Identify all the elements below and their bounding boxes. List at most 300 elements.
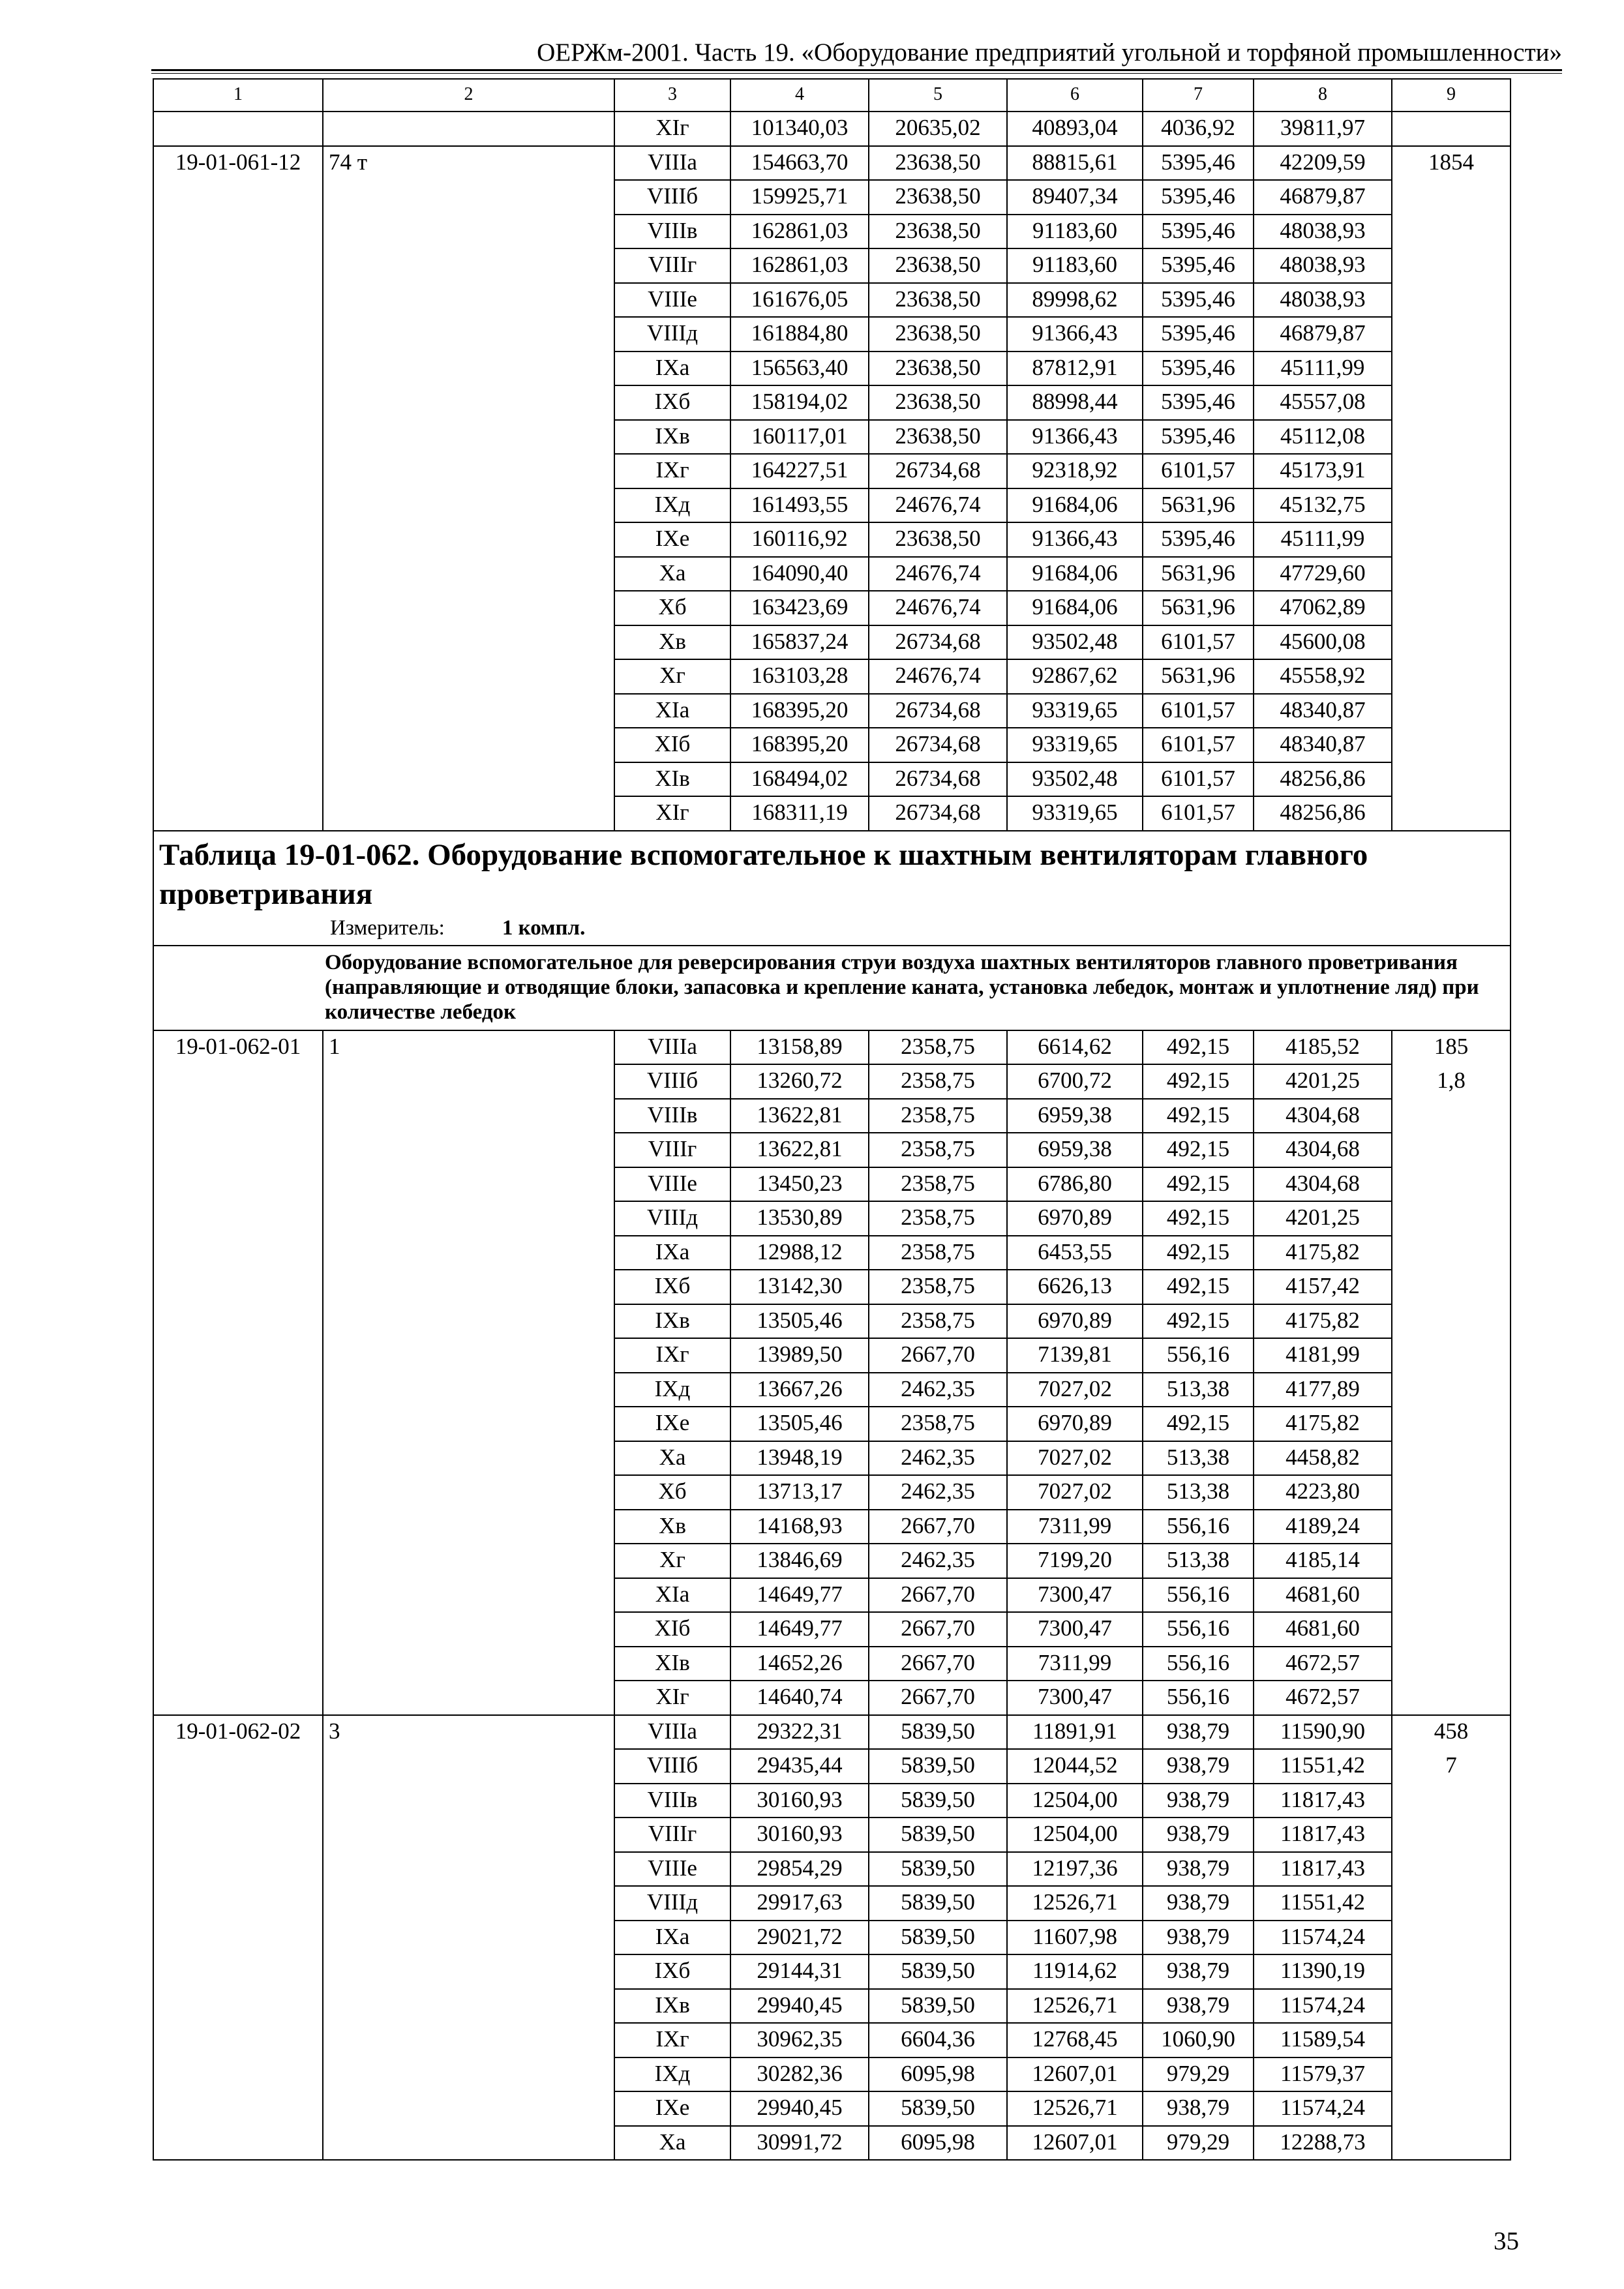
zone-cell: XIг (614, 112, 730, 146)
value-cell (1392, 488, 1511, 523)
value-cell: 5839,50 (869, 1715, 1007, 1750)
zone-cell: Xа (614, 557, 730, 591)
column-number: 9 (1392, 79, 1511, 112)
value-cell: 458 (1392, 1715, 1511, 1750)
value-cell (1392, 625, 1511, 660)
code-cell (153, 2023, 323, 2057)
code-cell (153, 1544, 323, 1578)
value-cell: 29940,45 (730, 2091, 869, 2126)
value-cell: 938,79 (1143, 1886, 1254, 1921)
value-cell: 91684,06 (1007, 557, 1143, 591)
value-cell: 101340,03 (730, 112, 869, 146)
value-cell: 46879,87 (1254, 317, 1392, 352)
name-cell (323, 728, 614, 762)
table-row (153, 1201, 1511, 1236)
code-cell (153, 762, 323, 797)
value-cell: 163423,69 (730, 591, 869, 625)
value-cell: 26734,68 (869, 796, 1007, 831)
value-cell: 91366,43 (1007, 420, 1143, 455)
zone-cell: XIа (614, 694, 730, 728)
code-cell (153, 591, 323, 625)
name-cell (323, 1373, 614, 1407)
value-cell: 13667,26 (730, 1373, 869, 1407)
code-cell (153, 1852, 323, 1887)
value-cell: 12288,73 (1254, 2126, 1392, 2161)
value-cell: 5395,46 (1143, 283, 1254, 318)
value-cell: 45111,99 (1254, 352, 1392, 386)
code-cell (153, 2091, 323, 2126)
value-cell: 938,79 (1143, 1784, 1254, 1818)
value-cell: 29435,44 (730, 1749, 869, 1784)
value-cell: 11590,90 (1254, 1715, 1392, 1750)
zone-cell: VIIIа (614, 1715, 730, 1750)
value-cell: 26734,68 (869, 728, 1007, 762)
zone-cell: IXг (614, 2023, 730, 2057)
value-cell: 4672,57 (1254, 1681, 1392, 1715)
value-cell: 164227,51 (730, 454, 869, 488)
value-cell: 7139,81 (1007, 1338, 1143, 1373)
zone-cell: IXа (614, 352, 730, 386)
description-text: Оборудование вспомогательное для реверсирования струи воздуха шахтных вентиляторов главного проветривания (направляющие и отводящие блоки, запасовка и крепление каната, установка лебедок, монтаж и уплотнение ляд) при количестве лебедок (153, 946, 1511, 1030)
value-cell: 2667,70 (869, 1681, 1007, 1715)
value-cell (1392, 728, 1511, 762)
table-section-061 (153, 79, 1511, 831)
value-cell: 45132,75 (1254, 488, 1392, 523)
code-cell (153, 1407, 323, 1441)
name-cell (323, 283, 614, 318)
zone-cell: VIIIб (614, 180, 730, 215)
zone-cell: IXг (614, 454, 730, 488)
column-number-row (153, 79, 1511, 112)
value-cell: 30160,93 (730, 1818, 869, 1852)
value-cell: 4181,99 (1254, 1338, 1392, 1373)
name-cell (323, 1270, 614, 1304)
value-cell: 4681,60 (1254, 1578, 1392, 1613)
name-cell (323, 762, 614, 797)
value-cell: 2358,75 (869, 1030, 1007, 1065)
value-cell: 6970,89 (1007, 1304, 1143, 1339)
value-cell: 30282,36 (730, 2057, 869, 2092)
value-cell: 5839,50 (869, 1886, 1007, 1921)
value-cell: 5395,46 (1143, 248, 1254, 283)
value-cell: 2667,70 (869, 1612, 1007, 1647)
value-cell (1392, 1818, 1511, 1852)
value-cell: 6700,72 (1007, 1064, 1143, 1099)
value-cell: 13260,72 (730, 1064, 869, 1099)
code-cell (153, 694, 323, 728)
table-title-cell (153, 831, 1511, 946)
table-row (153, 2023, 1511, 2057)
value-cell (1392, 2023, 1511, 2057)
value-cell: 88815,61 (1007, 146, 1143, 181)
value-cell: 45173,91 (1254, 454, 1392, 488)
value-cell: 88998,44 (1007, 385, 1143, 420)
value-cell: 168494,02 (730, 762, 869, 797)
value-cell: 20635,02 (869, 112, 1007, 146)
name-cell (323, 1201, 614, 1236)
value-cell: 6453,55 (1007, 1236, 1143, 1270)
code-cell (153, 1441, 323, 1476)
name-cell (323, 557, 614, 591)
name-cell (323, 1886, 614, 1921)
value-cell: 492,15 (1143, 1030, 1254, 1065)
value-cell: 4304,68 (1254, 1167, 1392, 1202)
table-row (153, 1886, 1511, 1921)
column-number: 3 (614, 79, 730, 112)
zone-cell: Xв (614, 625, 730, 660)
value-cell: 11817,43 (1254, 1784, 1392, 1818)
value-cell: 13948,19 (730, 1441, 869, 1476)
value-cell: 2462,35 (869, 1475, 1007, 1510)
table-row (153, 1715, 1511, 1750)
name-cell (323, 180, 614, 215)
value-cell (1392, 112, 1511, 146)
value-cell: 13505,46 (730, 1407, 869, 1441)
name-cell (323, 1475, 614, 1510)
table-row (153, 1954, 1511, 1989)
zone-cell: IXд (614, 2057, 730, 2092)
value-cell: 161676,05 (730, 283, 869, 318)
code-cell (153, 420, 323, 455)
value-cell: 13450,23 (730, 1167, 869, 1202)
code-cell (153, 2057, 323, 2092)
value-cell: 492,15 (1143, 1201, 1254, 1236)
name-cell (323, 1681, 614, 1715)
zone-cell: IXв (614, 1304, 730, 1339)
value-cell: 6786,80 (1007, 1167, 1143, 1202)
name-cell (323, 385, 614, 420)
zone-cell: IXа (614, 1236, 730, 1270)
value-cell (1392, 1304, 1511, 1339)
value-cell: 5631,96 (1143, 591, 1254, 625)
value-cell: 4157,42 (1254, 1270, 1392, 1304)
value-cell: 161884,80 (730, 317, 869, 352)
value-cell: 45112,08 (1254, 420, 1392, 455)
table-row (153, 694, 1511, 728)
value-cell: 5631,96 (1143, 488, 1254, 523)
value-cell: 24676,74 (869, 659, 1007, 694)
value-cell: 87812,91 (1007, 352, 1143, 386)
name-cell (323, 317, 614, 352)
table-row (153, 1647, 1511, 1681)
table-row (153, 1304, 1511, 1339)
name-cell (323, 2126, 614, 2161)
zone-cell: IXд (614, 1373, 730, 1407)
name-cell (323, 112, 614, 146)
zone-cell: IXб (614, 385, 730, 420)
value-cell (1392, 180, 1511, 215)
value-cell: 4175,82 (1254, 1236, 1392, 1270)
value-cell: 492,15 (1143, 1304, 1254, 1339)
zone-cell: IXв (614, 420, 730, 455)
value-cell: 11551,42 (1254, 1886, 1392, 1921)
value-cell (1392, 1236, 1511, 1270)
table-row (153, 1373, 1511, 1407)
value-cell: 6101,57 (1143, 728, 1254, 762)
value-cell (1392, 591, 1511, 625)
value-cell: 12197,36 (1007, 1852, 1143, 1887)
value-cell (1392, 1681, 1511, 1715)
value-cell: 5395,46 (1143, 215, 1254, 249)
value-cell: 11607,98 (1007, 1921, 1143, 1955)
value-cell: 47729,60 (1254, 557, 1392, 591)
value-cell: 5395,46 (1143, 180, 1254, 215)
name-cell (323, 2023, 614, 2057)
value-cell: 4201,25 (1254, 1064, 1392, 1099)
code-cell: 19-01-062-01 (153, 1030, 323, 1065)
value-cell: 12607,01 (1007, 2057, 1143, 2092)
value-cell (1392, 1099, 1511, 1133)
value-cell: 2358,75 (869, 1201, 1007, 1236)
value-cell (1392, 557, 1511, 591)
value-cell: 164090,40 (730, 557, 869, 591)
zone-cell: Xа (614, 2126, 730, 2161)
value-cell: 168395,20 (730, 694, 869, 728)
code-cell (153, 1989, 323, 2024)
value-cell: 6614,62 (1007, 1030, 1143, 1065)
table-row (153, 1407, 1511, 1441)
column-number: 4 (730, 79, 869, 112)
table-row (153, 557, 1511, 591)
meter-line (159, 914, 1505, 942)
zone-cell: VIIIг (614, 1133, 730, 1167)
value-cell (1392, 522, 1511, 557)
name-cell (323, 352, 614, 386)
code-cell (153, 1099, 323, 1133)
value-cell (1392, 1886, 1511, 1921)
value-cell: 2667,70 (869, 1338, 1007, 1373)
table-row (153, 1236, 1511, 1270)
code-cell (153, 1784, 323, 1818)
value-cell: 45600,08 (1254, 625, 1392, 660)
zone-cell: VIIIг (614, 1818, 730, 1852)
value-cell (1392, 1270, 1511, 1304)
value-cell: 5395,46 (1143, 352, 1254, 386)
value-cell: 185 (1392, 1030, 1511, 1065)
value-cell: 13142,30 (730, 1270, 869, 1304)
value-cell (1392, 1133, 1511, 1167)
value-cell (1392, 659, 1511, 694)
value-cell: 14652,26 (730, 1647, 869, 1681)
value-cell: 492,15 (1143, 1236, 1254, 1270)
value-cell: 513,38 (1143, 1544, 1254, 1578)
name-cell (323, 1921, 614, 1955)
zone-cell: IXд (614, 488, 730, 523)
value-cell (1392, 317, 1511, 352)
zone-cell: VIIIе (614, 1167, 730, 1202)
value-cell: 2358,75 (869, 1099, 1007, 1133)
zone-cell: VIIIв (614, 215, 730, 249)
value-cell: 6095,98 (869, 2057, 1007, 2092)
value-cell: 42209,59 (1254, 146, 1392, 181)
zone-cell: VIIIа (614, 1030, 730, 1065)
code-cell (153, 283, 323, 318)
value-cell: 168311,19 (730, 796, 869, 831)
zone-cell: XIв (614, 762, 730, 797)
table-row (153, 1270, 1511, 1304)
value-cell: 93319,65 (1007, 728, 1143, 762)
value-cell: 492,15 (1143, 1270, 1254, 1304)
name-cell (323, 1304, 614, 1339)
value-cell: 4177,89 (1254, 1373, 1392, 1407)
code-cell (153, 1818, 323, 1852)
table-row (153, 1852, 1511, 1887)
value-cell: 4175,82 (1254, 1407, 1392, 1441)
value-cell: 938,79 (1143, 1989, 1254, 2024)
value-cell: 89407,34 (1007, 180, 1143, 215)
code-cell (153, 1133, 323, 1167)
value-cell: 39811,97 (1254, 112, 1392, 146)
zone-cell: Xа (614, 1441, 730, 1476)
column-number: 8 (1254, 79, 1392, 112)
value-cell: 6959,38 (1007, 1133, 1143, 1167)
value-cell: 938,79 (1143, 1954, 1254, 1989)
table-title-row (153, 831, 1511, 946)
zone-cell: Xб (614, 591, 730, 625)
value-cell: 6101,57 (1143, 796, 1254, 831)
value-cell: 7 (1392, 1749, 1511, 1784)
value-cell: 92867,62 (1007, 659, 1143, 694)
value-cell: 2358,75 (869, 1167, 1007, 1202)
value-cell: 513,38 (1143, 1441, 1254, 1476)
value-cell (1392, 2126, 1511, 2161)
value-cell (1392, 796, 1511, 831)
value-cell: 26734,68 (869, 694, 1007, 728)
value-cell: 4458,82 (1254, 1441, 1392, 1476)
value-cell: 48038,93 (1254, 248, 1392, 283)
value-cell: 1,8 (1392, 1064, 1511, 1099)
value-cell (1392, 1954, 1511, 1989)
value-cell: 23638,50 (869, 146, 1007, 181)
name-cell (323, 1099, 614, 1133)
value-cell: 91684,06 (1007, 591, 1143, 625)
value-cell: 556,16 (1143, 1612, 1254, 1647)
value-cell: 2667,70 (869, 1510, 1007, 1544)
value-cell: 11579,37 (1254, 2057, 1392, 2092)
table-row (153, 215, 1511, 249)
zone-cell: VIIIе (614, 1852, 730, 1887)
value-cell (1392, 248, 1511, 283)
table-row (153, 1612, 1511, 1647)
name-cell (323, 488, 614, 523)
code-cell (153, 625, 323, 660)
zone-cell: IXе (614, 522, 730, 557)
header-rule (151, 69, 1562, 74)
value-cell: 30991,72 (730, 2126, 869, 2161)
value-cell (1392, 420, 1511, 455)
description-row (153, 946, 1511, 1030)
code-cell (153, 1921, 323, 1955)
value-cell: 2358,75 (869, 1270, 1007, 1304)
zone-cell: XIв (614, 1647, 730, 1681)
code-cell (153, 1475, 323, 1510)
table-row (153, 1784, 1511, 1818)
value-cell: 2358,75 (869, 1236, 1007, 1270)
table-row (153, 1167, 1511, 1202)
value-cell (1392, 1852, 1511, 1887)
value-cell: 5395,46 (1143, 146, 1254, 181)
name-cell (323, 1441, 614, 1476)
table-row (153, 112, 1511, 146)
table-row (153, 1578, 1511, 1613)
value-cell: 13846,69 (730, 1544, 869, 1578)
value-cell (1392, 1201, 1511, 1236)
value-cell: 938,79 (1143, 1749, 1254, 1784)
code-cell (153, 1373, 323, 1407)
value-cell: 14649,77 (730, 1612, 869, 1647)
value-cell: 91366,43 (1007, 522, 1143, 557)
value-cell: 6101,57 (1143, 762, 1254, 797)
name-cell (323, 1133, 614, 1167)
value-cell (1392, 1510, 1511, 1544)
code-cell (153, 2126, 323, 2161)
value-cell: 23638,50 (869, 317, 1007, 352)
value-cell: 40893,04 (1007, 112, 1143, 146)
value-cell: 45557,08 (1254, 385, 1392, 420)
table-row (153, 1749, 1511, 1784)
value-cell: 7311,99 (1007, 1647, 1143, 1681)
name-cell (323, 1064, 614, 1099)
value-cell: 93502,48 (1007, 762, 1143, 797)
value-cell: 11574,24 (1254, 1921, 1392, 1955)
value-cell (1392, 454, 1511, 488)
value-cell: 29917,63 (730, 1886, 869, 1921)
table-row (153, 1989, 1511, 2024)
code-cell (153, 1681, 323, 1715)
value-cell: 7311,99 (1007, 1510, 1143, 1544)
value-cell: 23638,50 (869, 420, 1007, 455)
value-cell: 6095,98 (869, 2126, 1007, 2161)
value-cell (1392, 283, 1511, 318)
table-row (153, 1510, 1511, 1544)
table-row (153, 2126, 1511, 2161)
table-row (153, 659, 1511, 694)
value-cell: 492,15 (1143, 1133, 1254, 1167)
value-cell: 14168,93 (730, 1510, 869, 1544)
table-row (153, 1921, 1511, 1955)
code-cell: 19-01-062-02 (153, 1715, 323, 1750)
value-cell: 11817,43 (1254, 1852, 1392, 1887)
value-cell: 159925,71 (730, 180, 869, 215)
name-cell (323, 248, 614, 283)
value-cell: 160116,92 (730, 522, 869, 557)
value-cell: 4185,52 (1254, 1030, 1392, 1065)
value-cell: 13989,50 (730, 1338, 869, 1373)
name-cell (323, 1338, 614, 1373)
value-cell: 6626,13 (1007, 1270, 1143, 1304)
value-cell: 168395,20 (730, 728, 869, 762)
table-row (153, 420, 1511, 455)
value-cell (1392, 1544, 1511, 1578)
value-cell: 12526,71 (1007, 2091, 1143, 2126)
zone-cell: XIг (614, 1681, 730, 1715)
value-cell: 5395,46 (1143, 522, 1254, 557)
value-cell: 23638,50 (869, 352, 1007, 386)
value-cell (1392, 1647, 1511, 1681)
code-cell (153, 488, 323, 523)
code-cell (153, 1954, 323, 1989)
value-cell: 4672,57 (1254, 1647, 1392, 1681)
value-cell (1392, 385, 1511, 420)
value-cell (1392, 1373, 1511, 1407)
table-row (153, 146, 1511, 181)
name-cell (323, 1852, 614, 1887)
table-row (153, 385, 1511, 420)
value-cell: 26734,68 (869, 625, 1007, 660)
zone-cell: Xг (614, 1544, 730, 1578)
value-cell: 12988,12 (730, 1236, 869, 1270)
zone-cell: XIа (614, 1578, 730, 1613)
